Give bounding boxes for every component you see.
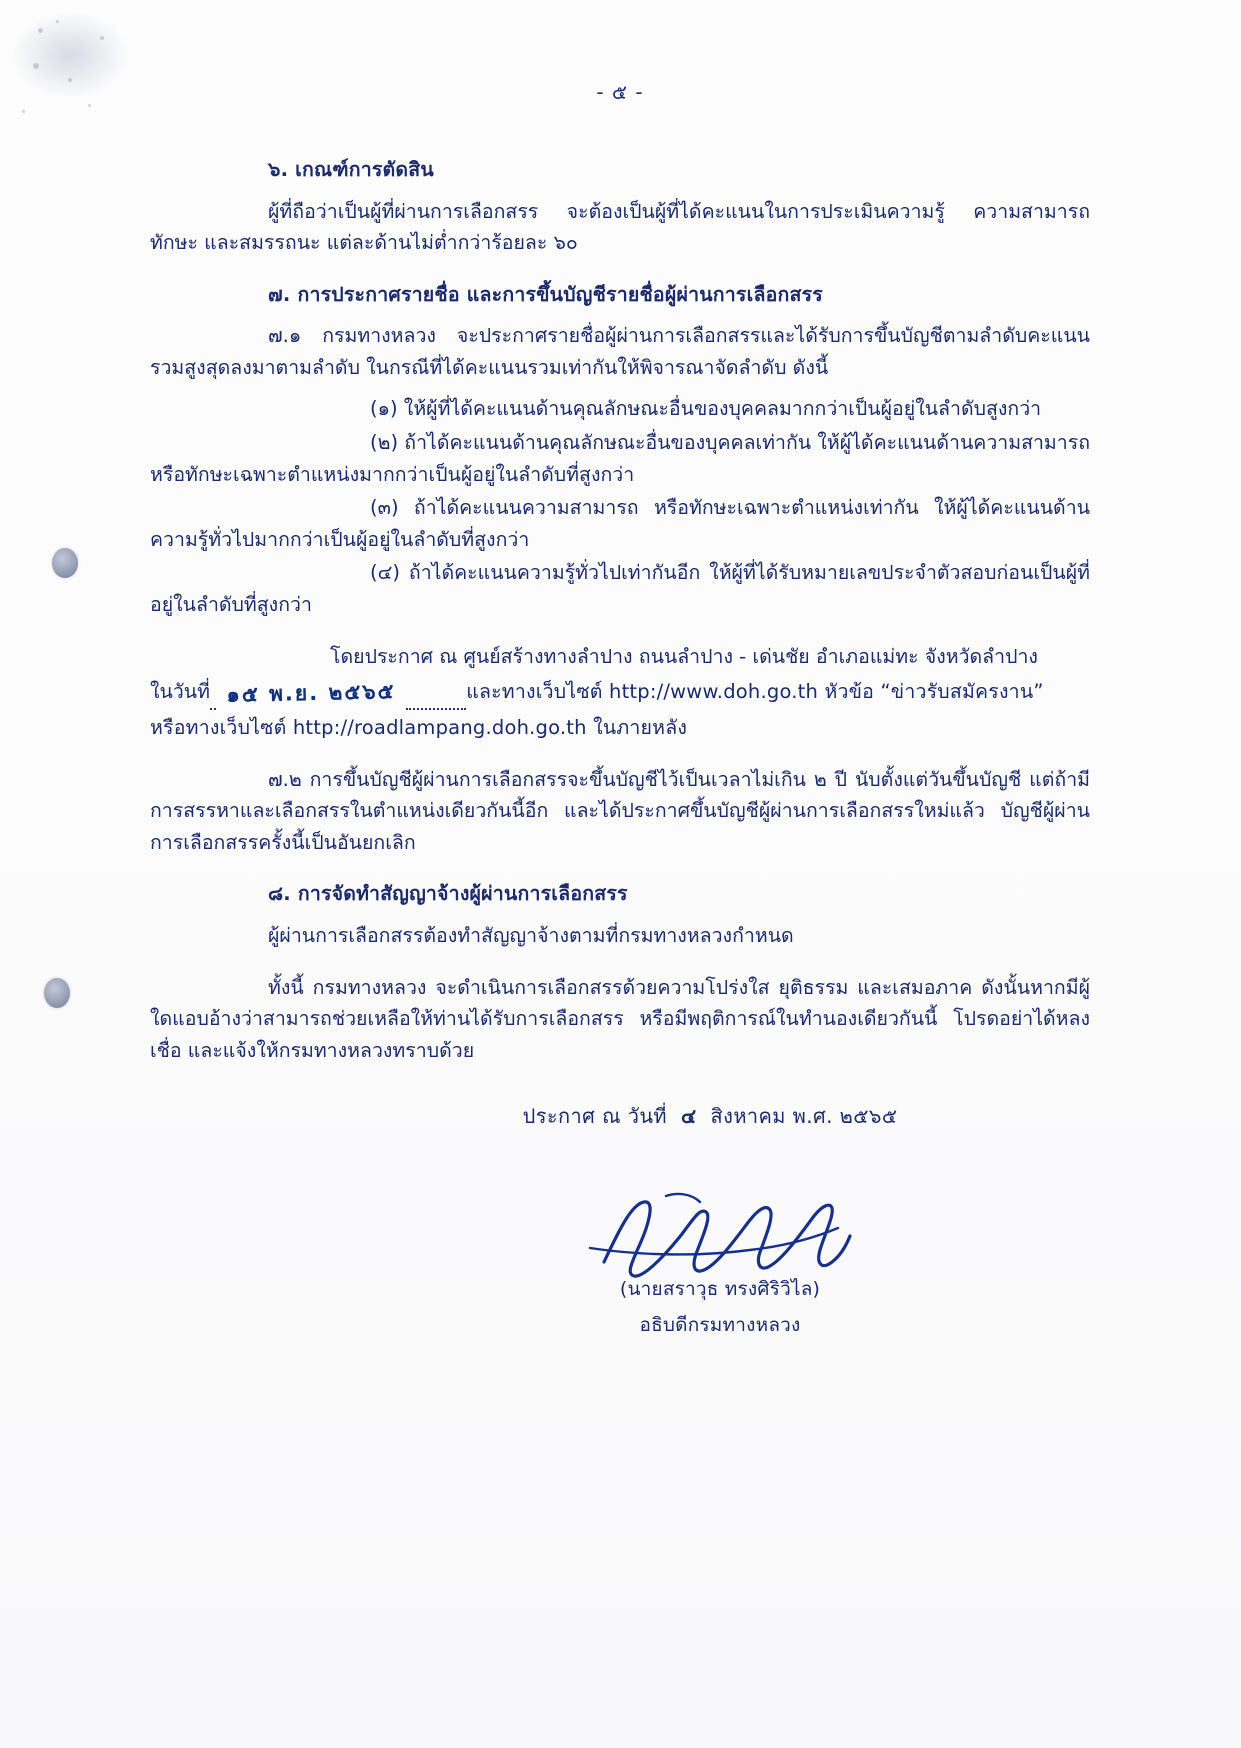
criteria-item-4: (๔) ถ้าได้คะแนนความรู้ทั่วไปเท่ากันอีก ให้ผู้ที่ได้รับหมายเลขประจำตัวสอบก่อนเป็นผู้ที่อยู่ในลำดับที่สูงกว่า (150, 561, 1090, 616)
section-7-2-paragraph: ๗.๒ การขึ้นบัญชีผู้ผ่านการเลือกสรรจะขึ้นบัญชีไว้เป็นเวลาไม่เกิน ๒ ปี นับตั้งแต่วันขึ้นบัญชี แต่ถ้ามีการสรรหาและเลือกสรรในตำแหน่งเดียวกันนี้อีก และได้ประกาศขึ้นบัญชีผู้ผ่านการเลือกสรรใหม่แล้ว บัญชีผู้ผ่านการเลือกสรรครั้งนี้เป็นอันยกเลิก (150, 767, 1090, 854)
scan-speck (33, 63, 39, 69)
announcement-website-1: และทางเว็บไซต์ http://www.doh.go.th หัวข้อ “ข่าวรับสมัครงาน” (466, 680, 1044, 704)
criteria-item-1: (๑) ให้ผู้ที่ได้คะแนนด้านคุณลักษณะอื่นของบุคคลมากกว่าเป็นผู้อยู่ในลำดับสูงกว่า (370, 397, 1042, 421)
document-body (150, 60, 1090, 1340)
signer-name: (นายสราวุธ ทรงศิริวิไล) (619, 1278, 821, 1301)
section-8-paragraph-1: ผู้ผ่านการเลือกสรรต้องทำสัญญาจ้างตามที่กรมทางหลวงกำหนด (268, 924, 794, 947)
scan-speck (38, 28, 43, 33)
scan-speck (100, 36, 104, 40)
signature-icon (570, 1188, 870, 1284)
scan-speck (56, 20, 59, 23)
announcement-website-2: หรือทางเว็บไซต์ http://roadlampang.doh.go.th ในภายหลัง (150, 716, 688, 740)
signer-title: อธิบดีกรมทางหลวง (639, 1314, 801, 1337)
scan-speck (22, 110, 25, 113)
section-7-1-paragraph: ๗.๑ กรมทางหลวง จะประกาศรายชื่อผู้ผ่านการเลือกสรรและได้รับการขึ้นบัญชีตามลำดับคะแนนรวมสูงสุดลงมาตามลำดับ ในกรณีที่ได้คะแนนรวมเท่ากันให้พิจารณาจัดลำดับ ดังนี้ (150, 324, 1090, 379)
handwritten-date-value: ๑๕ พ.ย. ๒๕๖๕ (226, 679, 396, 707)
hole-punch-mark (52, 548, 78, 578)
section-8-heading: ๘. การจัดทำสัญญาจ้างผู้ผ่านการเลือกสรร (268, 882, 628, 906)
section-8-paragraph-2: ทั้งนี้ กรมทางหลวง จะดำเนินการเลือกสรรด้วยความโปร่งใส ยุติธรรม และเสมอภาค ดังนั้นหากมีผู้ใดแอบอ้างว่าสามารถช่วยเหลือให้ท่านได้รับการเลือกสรร หรือมีพฤติการณ์ในทำนองเดียวกันนี้ โปรดอย่าได้หลงเชื่อ และแจ้งให้กรมทางหลวงทราบด้วย (150, 975, 1090, 1062)
section-6-paragraph: ผู้ที่ถือว่าเป็นผู้ที่ผ่านการเลือกสรร จะต้องเป็นผู้ที่ได้คะแนนในการประเมินความรู้ ความสามารถ ทักษะ และสมรรถนะ แต่ละด้านไม่ต่ำกว่าร้อยละ ๖๐ (150, 199, 1090, 255)
issue-date-prefix: ประกาศ ณ วันที่ (522, 1104, 667, 1129)
announcement-place: โดยประกาศ ณ ศูนย์สร้างทางลำปาง ถนนลำปาง - เด่นชัย อำเภอแม่ทะ จังหวัดลำปาง (330, 644, 1038, 668)
issue-date-day: ๔ (681, 1104, 697, 1129)
signature-block (150, 1188, 1090, 1340)
scan-speck (88, 104, 91, 107)
page-number: - ๕ - (596, 80, 644, 104)
hole-punch-mark (44, 978, 70, 1008)
criteria-item-3: (๓) ถ้าได้คะแนนความสามารถ หรือทักษะเฉพาะตำแหน่งเท่ากัน ให้ผู้ได้คะแนนด้านความรู้ทั่วไปมากกว่าเป็นผู้อยู่ในลำดับที่สูงกว่า (150, 496, 1090, 551)
issue-date-suffix: สิงหาคม พ.ศ. ๒๕๖๕ (710, 1104, 898, 1129)
scan-smudge (10, 10, 130, 100)
scan-speck (68, 78, 72, 82)
announcement-date-label: ในวันที่ (150, 680, 210, 704)
section-7-heading: ๗. การประกาศรายชื่อ และการขึ้นบัญชีรายชื่อผู้ผ่านการเลือกสรร (268, 282, 823, 306)
issue-date-line (150, 1100, 1090, 1132)
criteria-item-2: (๒) ถ้าได้คะแนนด้านคุณลักษณะอื่นของบุคคลเท่ากัน ให้ผู้ได้คะแนนด้านความสามารถหรือทักษะเฉพาะตำแหน่งมากกว่าเป็นผู้อยู่ในลำดับที่สูงกว่า (150, 431, 1091, 486)
section-6-heading: ๖. เกณฑ์การตัดสิน (268, 158, 434, 181)
announcement-date-line (150, 674, 1090, 710)
